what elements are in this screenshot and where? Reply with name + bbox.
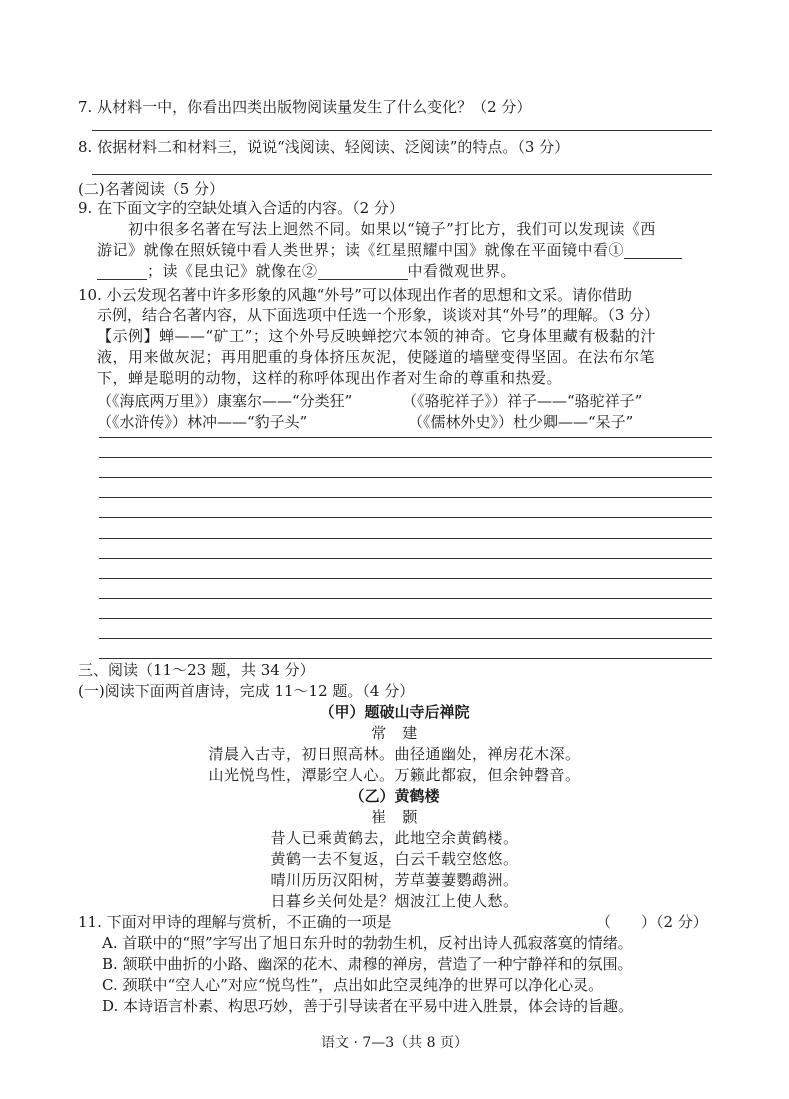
answer-line	[99, 618, 712, 619]
answer-line	[99, 538, 712, 539]
answer-line	[99, 437, 712, 438]
q9-paragraph-line	[97, 241, 682, 259]
q9-text: 中看微观世界。	[407, 262, 517, 280]
option-a: A. 首联中的“照”字写出了旭日东升时的勃勃生机，反衬出诗人孤寂落寞的情绪。	[102, 934, 633, 952]
q10-example: 下，蝉是聪明的动物，这样的称呼体现出作者对生命的尊重和热爱。	[97, 369, 563, 387]
answer-line	[99, 578, 712, 579]
answer-line	[92, 174, 712, 175]
poem-2-title: （乙）黄鹤楼	[349, 787, 440, 805]
fill-blank-1[interactable]	[624, 244, 682, 259]
q10-option: （《水浒传》）林冲——“豹子头”	[97, 413, 308, 431]
poem-2-line: 日暮乡关何处是？烟波江上使人愁。	[270, 892, 519, 910]
q10-example: 【示例】蝉——“矿工”；这个外号反映蝉挖穴本领的神奇。它身体里藏有极黏的汁	[97, 327, 656, 345]
q10-option: （《骆驼祥子》）祥子——“骆驼祥子”	[402, 392, 643, 410]
poem-1-line: 清晨入古寺，初日照高林。曲径通幽处，禅房花木深。	[208, 745, 581, 763]
answer-line	[99, 457, 712, 458]
poem-1-author: 常 建	[371, 724, 418, 742]
answer-line	[99, 517, 712, 518]
question-9: 9. 在下面文字的空缺处填入合适的内容。（2 分）	[78, 199, 404, 217]
poem-2-line: 黄鹤一去不复返，白云千载空悠悠。	[270, 850, 519, 868]
q9-paragraph-line	[97, 262, 516, 280]
q10-option: （《海底两万里》）康塞尔——“分类狂”	[97, 392, 353, 410]
page-footer: 语文 · 7—3（共 8 页）	[321, 1035, 468, 1051]
fill-blank-1-cont[interactable]	[97, 265, 147, 280]
poem-2-line: 昔人已乘黄鹤去，此地空余黄鹤楼。	[270, 829, 519, 847]
poem-1-title: （甲）题破山寺后禅院	[319, 703, 470, 721]
question-8: 8. 依据材料二和材料三，说说“浅阅读、轻阅读、泛阅读”的特点。（3 分）	[78, 138, 570, 156]
answer-line	[99, 598, 712, 599]
answer-bracket[interactable]: （ ）（2 分）	[596, 913, 708, 931]
answer-line	[99, 477, 712, 478]
answer-line	[99, 638, 712, 639]
question-10: 10. 小云发现名著中许多形象的风趣“外号”可以体现出作者的思想和文采。请你借助	[78, 286, 632, 304]
answer-line	[92, 130, 712, 131]
question-7: 7. 从材料一中，你看出四类出版物阅读量发生了什么变化？（2 分）	[78, 98, 532, 116]
q10-example: 液，用来做灰泥；再用肥重的身体挤压灰泥，使隧道的墙壁变得坚固。在法布尔笔	[97, 348, 656, 366]
poem-2-line: 晴川历历汉阳树，芳草萋萋鹦鹉洲。	[270, 871, 519, 889]
poem-2-author: 崔 颢	[371, 808, 418, 826]
section-2-heading: (二)名著阅读（5 分）	[78, 180, 225, 198]
subsection-1-heading: (一)阅读下面两首唐诗，完成 11～12 题。（4 分）	[78, 682, 415, 700]
answer-line	[99, 497, 712, 498]
poem-1-line: 山光悦鸟性，潭影空人心。万籁此都寂，但余钟磬音。	[208, 766, 581, 784]
option-b: B. 颔联中曲折的小路、幽深的花木、肃穆的禅房，营造了一种宁静祥和的氛围。	[102, 955, 633, 973]
question-10-cont: 示例，结合名著内容，从下面选项中任选一个形象，谈谈对其“外号”的理解。（3 分）	[97, 306, 660, 324]
q9-text: 游记》就像在照妖镜中看人类世界；读《红星照耀中国》就像在平面镜中看①	[97, 241, 625, 259]
q10-option: （《儒林外史》）杜少卿——“呆子”	[408, 413, 634, 431]
question-11: 11. 下面对甲诗的理解与赏析，不正确的一项是	[78, 913, 392, 931]
answer-line	[99, 658, 712, 659]
q9-text: ；读《昆虫记》就像在②	[147, 262, 318, 280]
section-3-heading: 三、阅读（11～23 题，共 34 分）	[78, 661, 315, 679]
option-c: C. 颈联中“空人心”对应“悦鸟性”，点出如此空灵纯净的世界可以净化心灵。	[102, 976, 604, 994]
fill-blank-2[interactable]	[318, 265, 408, 280]
q9-paragraph-line: 初中很多名著在写法上迥然不同。如果以“镜子”打比方，我们可以发现读《西	[128, 220, 656, 238]
answer-line	[99, 558, 712, 559]
option-d: D. 本诗语言朴素、构思巧妙，善于引导读者在平易中进入胜景，体会诗的旨趣。	[102, 997, 634, 1015]
